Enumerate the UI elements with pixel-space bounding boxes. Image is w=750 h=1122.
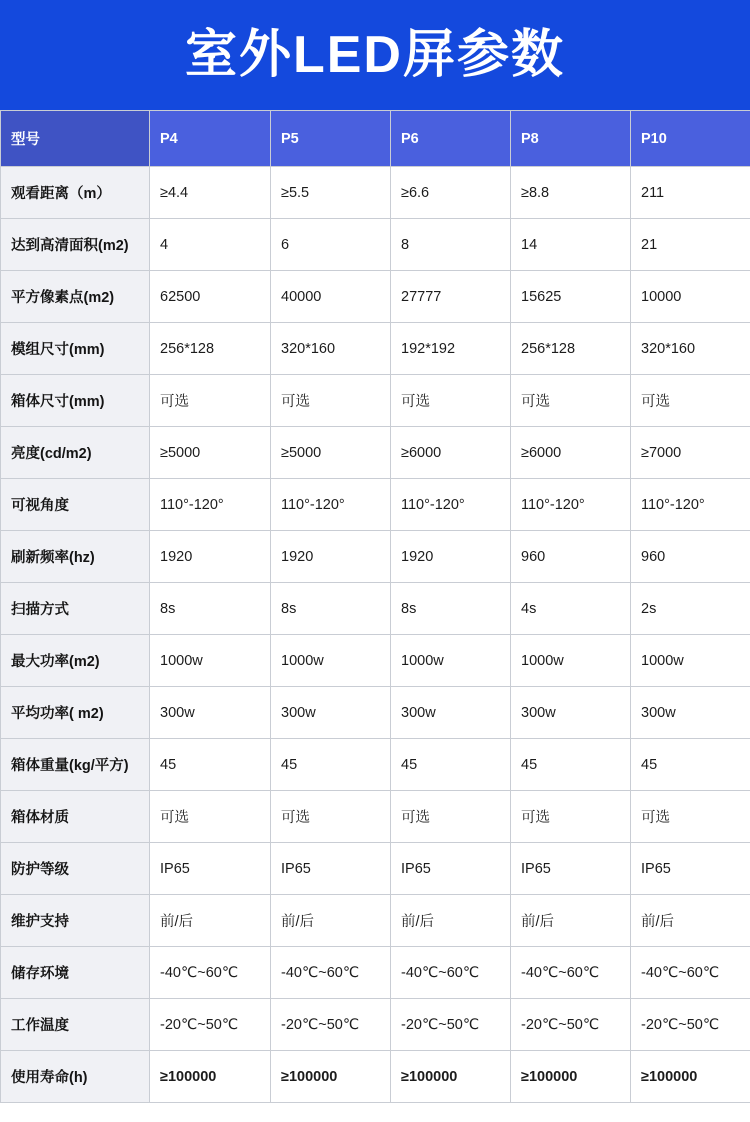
table-row <box>1 479 750 531</box>
cell-value: 300w <box>150 687 271 739</box>
cell-value: 8s <box>391 583 511 635</box>
header-cell-p6: P6 <box>391 111 511 167</box>
cell-value: 27777 <box>391 271 511 323</box>
table-row <box>1 583 750 635</box>
row-label: 箱体重量(kg/平方) <box>1 739 150 791</box>
table-row <box>1 687 750 739</box>
table-row <box>1 635 750 687</box>
cell-value: -40℃~60℃ <box>271 947 391 999</box>
cell-value: 45 <box>150 739 271 791</box>
cell-value: 45 <box>271 739 391 791</box>
table-row <box>1 739 750 791</box>
cell-value: 110°-120° <box>150 479 271 531</box>
cell-value: ≥100000 <box>391 1051 511 1103</box>
table-row <box>1 947 750 999</box>
table-row <box>1 843 750 895</box>
cell-value: -20℃~50℃ <box>511 999 631 1051</box>
cell-value: ≥100000 <box>271 1051 391 1103</box>
cell-value: 300w <box>391 687 511 739</box>
header-cell-model: 型号 <box>1 111 150 167</box>
header-cell-p8: P8 <box>511 111 631 167</box>
cell-value: IP65 <box>391 843 511 895</box>
cell-value: 1000w <box>271 635 391 687</box>
cell-value: 1920 <box>271 531 391 583</box>
cell-value: ≥100000 <box>150 1051 271 1103</box>
table-row <box>1 1051 750 1103</box>
table-row <box>1 999 750 1051</box>
page-banner <box>0 0 750 110</box>
spec-table-body <box>1 167 750 1103</box>
row-label: 防护等级 <box>1 843 150 895</box>
cell-value: 1000w <box>391 635 511 687</box>
cell-value: 211 <box>631 167 750 219</box>
cell-value: 192*192 <box>391 323 511 375</box>
cell-value: ≥6000 <box>511 427 631 479</box>
cell-value: ≥5000 <box>150 427 271 479</box>
cell-value: 256*128 <box>511 323 631 375</box>
cell-value: ≥6.6 <box>391 167 511 219</box>
cell-value: ≥5.5 <box>271 167 391 219</box>
cell-value: 可选 <box>391 375 511 427</box>
table-row <box>1 531 750 583</box>
cell-value: -20℃~50℃ <box>391 999 511 1051</box>
cell-value: 前/后 <box>391 895 511 947</box>
cell-value: ≥7000 <box>631 427 750 479</box>
row-label: 观看距离（m） <box>1 167 150 219</box>
cell-value: 前/后 <box>631 895 750 947</box>
cell-value: 前/后 <box>150 895 271 947</box>
row-label: 维护支持 <box>1 895 150 947</box>
row-label: 模组尺寸(mm) <box>1 323 150 375</box>
cell-value: 可选 <box>271 791 391 843</box>
cell-value: ≥100000 <box>631 1051 750 1103</box>
table-row <box>1 219 750 271</box>
row-label: 达到高清面积(m2) <box>1 219 150 271</box>
cell-value: 62500 <box>150 271 271 323</box>
cell-value: 110°-120° <box>511 479 631 531</box>
table-row <box>1 323 750 375</box>
cell-value: -20℃~50℃ <box>271 999 391 1051</box>
cell-value: 6 <box>271 219 391 271</box>
table-row <box>1 895 750 947</box>
row-label: 储存环境 <box>1 947 150 999</box>
cell-value: IP65 <box>150 843 271 895</box>
cell-value: 1000w <box>631 635 750 687</box>
cell-value: 可选 <box>391 791 511 843</box>
table-row <box>1 791 750 843</box>
page-title: 室外LED屏参数 <box>184 26 565 84</box>
cell-value: 1000w <box>150 635 271 687</box>
cell-value: ≥4.4 <box>150 167 271 219</box>
table-row <box>1 427 750 479</box>
row-label: 可视角度 <box>1 479 150 531</box>
cell-value: IP65 <box>631 843 750 895</box>
row-label: 箱体尺寸(mm) <box>1 375 150 427</box>
header-cell-p4: P4 <box>150 111 271 167</box>
cell-value: 256*128 <box>150 323 271 375</box>
row-label: 使用寿命(h) <box>1 1051 150 1103</box>
cell-value: 320*160 <box>631 323 750 375</box>
cell-value: ≥6000 <box>391 427 511 479</box>
cell-value: 10000 <box>631 271 750 323</box>
cell-value: 300w <box>511 687 631 739</box>
cell-value: 300w <box>631 687 750 739</box>
cell-value: 4s <box>511 583 631 635</box>
cell-value: 8s <box>150 583 271 635</box>
cell-value: 可选 <box>150 375 271 427</box>
cell-value: ≥5000 <box>271 427 391 479</box>
cell-value: 可选 <box>150 791 271 843</box>
row-label: 平均功率( m2) <box>1 687 150 739</box>
cell-value: -40℃~60℃ <box>391 947 511 999</box>
row-label: 平方像素点(m2) <box>1 271 150 323</box>
cell-value: 8s <box>271 583 391 635</box>
cell-value: 1920 <box>391 531 511 583</box>
table-header-row <box>1 111 750 167</box>
cell-value: 320*160 <box>271 323 391 375</box>
cell-value: 2s <box>631 583 750 635</box>
cell-value: 960 <box>511 531 631 583</box>
cell-value: -40℃~60℃ <box>511 947 631 999</box>
table-row <box>1 167 750 219</box>
cell-value: 300w <box>271 687 391 739</box>
cell-value: 可选 <box>271 375 391 427</box>
cell-value: -20℃~50℃ <box>150 999 271 1051</box>
row-label: 扫描方式 <box>1 583 150 635</box>
cell-value: 1920 <box>150 531 271 583</box>
cell-value: 45 <box>391 739 511 791</box>
cell-value: 960 <box>631 531 750 583</box>
cell-value: 可选 <box>511 375 631 427</box>
cell-value: ≥8.8 <box>511 167 631 219</box>
spec-table <box>0 110 750 1103</box>
cell-value: -40℃~60℃ <box>631 947 750 999</box>
cell-value: 1000w <box>511 635 631 687</box>
table-row <box>1 375 750 427</box>
cell-value: 8 <box>391 219 511 271</box>
row-label: 工作温度 <box>1 999 150 1051</box>
cell-value: 可选 <box>631 375 750 427</box>
cell-value: 15625 <box>511 271 631 323</box>
cell-value: 可选 <box>511 791 631 843</box>
cell-value: 前/后 <box>511 895 631 947</box>
cell-value: ≥100000 <box>511 1051 631 1103</box>
cell-value: 4 <box>150 219 271 271</box>
row-label: 亮度(cd/m2) <box>1 427 150 479</box>
cell-value: 14 <box>511 219 631 271</box>
cell-value: 45 <box>511 739 631 791</box>
cell-value: 45 <box>631 739 750 791</box>
cell-value: 21 <box>631 219 750 271</box>
cell-value: 前/后 <box>271 895 391 947</box>
row-label: 最大功率(m2) <box>1 635 150 687</box>
cell-value: -40℃~60℃ <box>150 947 271 999</box>
cell-value: 40000 <box>271 271 391 323</box>
spec-table-head <box>1 111 750 167</box>
header-cell-p5: P5 <box>271 111 391 167</box>
cell-value: 110°-120° <box>631 479 750 531</box>
row-label: 箱体材质 <box>1 791 150 843</box>
header-cell-p10: P10 <box>631 111 750 167</box>
cell-value: IP65 <box>511 843 631 895</box>
cell-value: IP65 <box>271 843 391 895</box>
cell-value: 110°-120° <box>271 479 391 531</box>
row-label: 刷新频率(hz) <box>1 531 150 583</box>
table-row <box>1 271 750 323</box>
cell-value: 110°-120° <box>391 479 511 531</box>
cell-value: 可选 <box>631 791 750 843</box>
cell-value: -20℃~50℃ <box>631 999 750 1051</box>
